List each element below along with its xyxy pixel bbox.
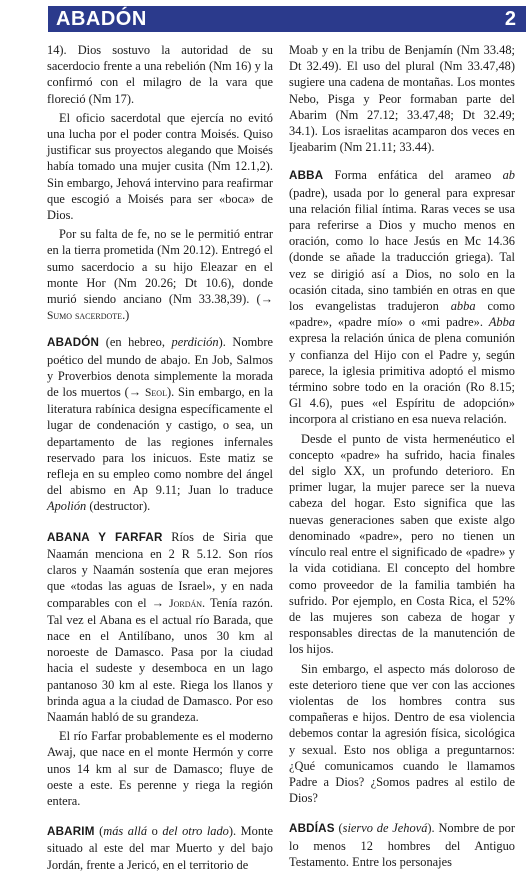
text: . Tenía razón. Tal vez el Abana es el actual río Barada, que nace en el Antilíbano, unos 30 km al noroeste de Damasco. Pasa por la ciudad hacia el sudeste y desemboca en un lago pantanoso 30 km al este. Riega los llanos y brinda agua a la ciudad de Damasco. Por eso Naamán habló de su grandeza. [47, 595, 273, 724]
text: ). Sin embargo, en la literatura rabínica designa específicamente el lugar de condenación y castigo, o sea, un departamento de las regiones infernales reservado para los inicuos. Este matiz se refleja en su empleo como nombre del ángel del abismo en Ap 9.11; Juan lo traduce [47, 385, 273, 498]
text: (padre), usada por lo general para expresar una relación filial íntima. Raras veces se usa para referirse a Dios y mucho menos en oración, como lo hace Jesús en Mc 14.36 (donde se añade la traducción griega). Tal vez se dirigió así a Dios, no solo en la ocasión citada, sino también en otras en que los evangelistas tradujeron [289, 185, 515, 314]
entry-abana-y-farfar [47, 529, 273, 725]
cross-reference: Jordán [169, 597, 203, 610]
text: .) [122, 308, 130, 323]
left-column [47, 42, 273, 876]
entry-abba [289, 167, 515, 427]
aaron-paragraph-2: El oficio sacerdotal que ejercía no evitó una lucha por el poder contra Moisés. Quiso justificar sus proyectos alegando que Moisés había tomado una mujer cusita (Nm 12.1,2). Sin embargo, Jehová intervino para reafirmar que escogió a Moisés para ser «boca» de Dios. [47, 110, 273, 223]
cross-reference: Sumo sacerdote [47, 310, 123, 323]
header-guide-word: ABADÓN [56, 8, 147, 30]
abba-paragraph-3: Sin embargo, el aspecto más doloroso de este deterioro tiene que ver con las acciones violentas de los hombres contra sus compañeras e hijos. Dentro de esa violencia debemos contar la agresión física, sicológica y sexual. Esto nos obliga a preguntarnos: ¿Qué comunicamos cuando le llamamos Padre a Dios? ¿Somos padres al estilo de Dios? [289, 661, 515, 806]
text: ( [334, 821, 343, 836]
italic-text: ab [502, 168, 515, 183]
italic-text: más allá [103, 824, 148, 839]
headword: ABANA Y FARFAR [47, 530, 163, 544]
text: expresa la relación única de plena comunión y confianza del Hijo con el Padre y, según parece, la iglesia primitiva adoptó el mismo término sobre todo en la oración (Ro 8.15; Gl 4.6), pues «el Espíritu de adopción» incorpora al cristiano en esa nueva relación. [289, 331, 515, 427]
abana-paragraph-2: El río Farfar probablemente es el moderno Awaj, que nace en el monte Hermón y corre unos 14 km al sur de Damasco; fluye de oeste a este. Es perenne y riega la región entera. [47, 729, 273, 808]
text: ). Nombre de por lo menos 12 hombres del Antiguo Testamento. Entre los personajes [289, 821, 515, 869]
text: (destructor). [86, 499, 151, 514]
italic-text: Abba [488, 315, 515, 330]
headword: ABADÓN [47, 336, 100, 350]
page-number: 2 [504, 8, 516, 30]
abba-paragraph-2: Desde el punto de vista hermenéutico el concepto «padre» ha sufrido, hacia finales del siglo XX, un profundo deterioro. En primer lugar, la mujer parece ser la nueva cabeza del hogar. Esto significa que las nuevas generaciones saben que existe algo denominado «padre», pero no tienen un vínculo real entre el significado de «padre» y la vida cotidiana. El concepto del hombre como proveedor de la familia también ha sufrido. Por ejemplo, en Costa Rica, el 52% de las mujeres son cabeza de hogar y responsables directas de la manutención de los hijos. [289, 431, 515, 657]
abarim-continuation: Moab y en la tribu de Benjamín (Nm 33.48; Dt 32.49). El uso del plural (Nm 33.47,48) sugiere una cadena de montañas. Los montes Nebo, Pisga y Peor formaban parte del Abarim (Nm 27.12; 33.47,48; Dt 32.49; 34.1). Los israelitas acamparon dos veces en Ijeabarim (Nm 21.11; 33.44). [289, 43, 515, 155]
headword: ABDÍAS [289, 822, 335, 836]
text: Forma enfática del arameo [323, 168, 503, 183]
headword: ABARIM [47, 825, 95, 839]
italic-text: siervo de Jehová [342, 821, 428, 836]
headword: ABBA [289, 169, 324, 183]
entry-abdias [289, 820, 515, 870]
text: ). Monte situado al este del mar Muerto y del bajo Jordán, frente a Jericó, en el territorio de [47, 824, 274, 872]
text: ). Nombre poético del mundo de abajo. En Job, Salmos y Proverbios denota simplemente la morada de los muertos (→ [47, 335, 273, 400]
italic-text: del otro lado [162, 824, 229, 839]
text: (en hebreo, [99, 335, 172, 350]
running-header [0, 0, 526, 32]
italic-text: perdición [171, 335, 219, 350]
italic-text: Apolión [47, 499, 87, 514]
text: Ríos de Siria que Naamán menciona en 2 R 5.12. Son ríos claros y Naamán sostenía que eran mejores que «todas las aguas de Israel», y en nada comparables con el → [47, 529, 273, 610]
text: ( [94, 824, 104, 839]
aaron-continuation: 14). Dios sostuvo la autoridad de su sacerdocio frente a una rebelión (Nm 16) y la confirmó con el milagro de la vara que floreció (Nm 17). [47, 43, 273, 106]
aaron-paragraph-3 [47, 226, 273, 324]
cross-reference: Seol [145, 387, 167, 400]
text: como «padre», «padre mío» o «mi padre». [289, 299, 515, 330]
right-column [289, 42, 515, 873]
text: o [147, 824, 163, 839]
entry-abarim [47, 823, 273, 873]
italic-text: abba [450, 299, 476, 314]
text: Por su falta de fe, no se le permitió entrar en la tierra prometida (Nm 20.12). Entregó el sumo sacerdocio a su hijo Eleazar en el monte Hor (Nm 20.26; Dt 10.6), donde murió siendo anciano (Nm 33.38,39). (→ [47, 227, 273, 307]
entry-abadon [47, 334, 273, 514]
